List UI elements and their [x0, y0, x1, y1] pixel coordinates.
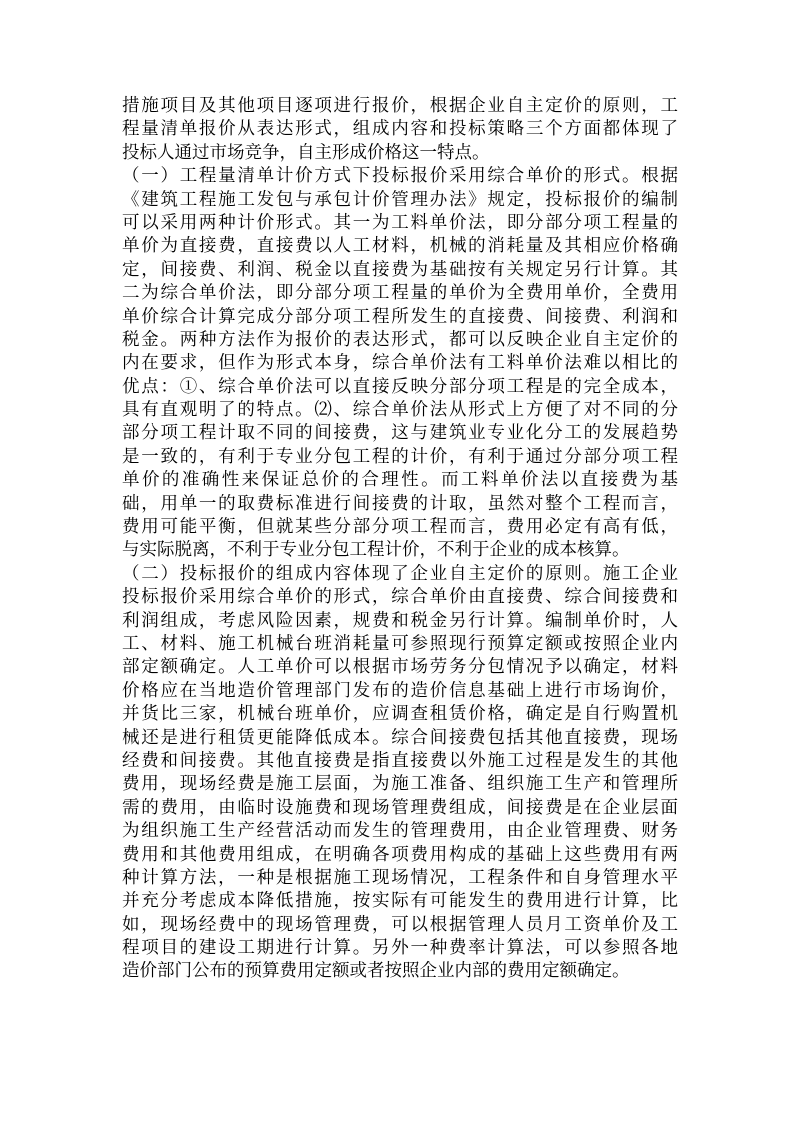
text-line: 程量清单报价从表达形式，组成内容和投标策略三个方面都体现了 [122, 119, 678, 140]
text-line: 械还是进行租赁更能降低成本。综合间接费包括其他直接费，现场 [122, 727, 678, 748]
text-line: 价格应在当地造价管理部门发布的造价信息基础上进行市场询价， [122, 680, 678, 701]
text-line: 部定额确定。人工单价可以根据市场劳务分包情况予以确定，材料 [122, 657, 678, 678]
text-line: 可以采用两种计价形式。其一为工料单价法，即分部分项工程量的 [122, 212, 678, 233]
text-line: 具有直观明了的特点。⑵、综合单价法从形式上方便了对不同的分 [122, 400, 678, 421]
text-line: （一）工程量清单计价方式下投标报价采用综合单价的形式。根据 [122, 166, 678, 187]
text-line: 程项目的建设工期进行计算。另外一种费率计算法，可以参照各地 [122, 938, 678, 959]
text-line: 定，间接费、利润、税金以直接费为基础按有关规定另行计算。其 [122, 259, 678, 280]
text-line: 为组织施工生产经营活动而发生的管理费用，由企业管理费、财务 [122, 821, 678, 842]
text-line: 费用可能平衡，但就某些分部分项工程而言，费用必定有高有低， [122, 517, 678, 538]
text-line: 二为综合单价法，即分部分项工程量的单价为全费用单价，全费用 [122, 283, 678, 304]
text-line: 部分项工程计取不同的间接费，这与建筑业专业化分工的发展趋势 [122, 423, 678, 444]
text-line: 与实际脱离，不利于专业分包工程计价，不利于企业的成本核算。 [122, 540, 630, 561]
text-line: 础，用单一的取费标准进行间接费的计取，虽然对整个工程而言， [122, 493, 678, 514]
text-line: 优点：①、综合单价法可以直接反映分部分项工程是的完全成本， [122, 376, 678, 397]
text-line: 单价综合计算完成分部分项工程所发生的直接费、间接费、利润和 [122, 306, 678, 327]
text-line: 税金。两种方法作为报价的表达形式，都可以反映企业自主定价的 [122, 329, 678, 350]
text-line: 利润组成，考虑风险因素，规费和税金另行计算。编制单价时，人 [122, 610, 678, 631]
text-line: 费用和其他费用组成，在明确各项费用构成的基础上这些费用有两 [122, 844, 678, 865]
text-line: 工、材料、施工机械台班消耗量可参照现行预算定额或按照企业内 [122, 633, 678, 654]
text-line: 投标报价采用综合单价的形式，综合单价由直接费、综合间接费和 [122, 587, 678, 608]
text-line: 需的费用，由临时设施费和现场管理费组成，间接费是在企业层面 [122, 797, 678, 818]
text-line: 投标人通过市场竞争，自主形成价格这一特点。 [122, 142, 490, 163]
text-line: 如，现场经费中的现场管理费，可以根据管理人员月工资单价及工 [122, 914, 678, 935]
text-line: 单价的准确性来保证总价的合理性。而工料单价法以直接费为基 [122, 470, 678, 491]
text-line: 是一致的，有利于专业分包工程的计价，有利于通过分部分项工程 [122, 446, 678, 467]
document-page [122, 95, 678, 984]
text-line: 费用，现场经费是施工层面，为施工准备、组织施工生产和管理所 [122, 774, 678, 795]
paragraph-section-one [122, 165, 678, 563]
text-line: 并充分考虑成本降低措施，按实际有可能发生的费用进行计算，比 [122, 891, 678, 912]
text-line: 内在要求，但作为形式本身，综合单价法有工料单价法难以相比的 [122, 353, 678, 374]
text-line: （二）投标报价的组成内容体现了企业自主定价的原则。施工企业 [122, 563, 678, 584]
text-line: 《建筑工程施工发包与承包计价管理办法》规定，投标报价的编制 [122, 189, 678, 210]
text-line: 经费和间接费。其他直接费是指直接费以外施工过程是发生的其他 [122, 750, 678, 771]
text-line: 并货比三家，机械台班单价，应调查租赁价格，确定是自行购置机 [122, 704, 678, 725]
text-line: 措施项目及其他项目逐项进行报价，根据企业自主定价的原则，工 [122, 96, 678, 116]
text-line: 造价部门公布的预算费用定额或者按照企业内部的费用定额确定。 [122, 961, 630, 982]
paragraph-section-two [122, 563, 678, 984]
text-line: 种计算方法，一种是根据施工现场情况，工程条件和自身管理水平 [122, 867, 678, 888]
paragraph-intro [122, 95, 678, 165]
text-line: 单价为直接费，直接费以人工材料，机械的消耗量及其相应价格确 [122, 236, 678, 257]
